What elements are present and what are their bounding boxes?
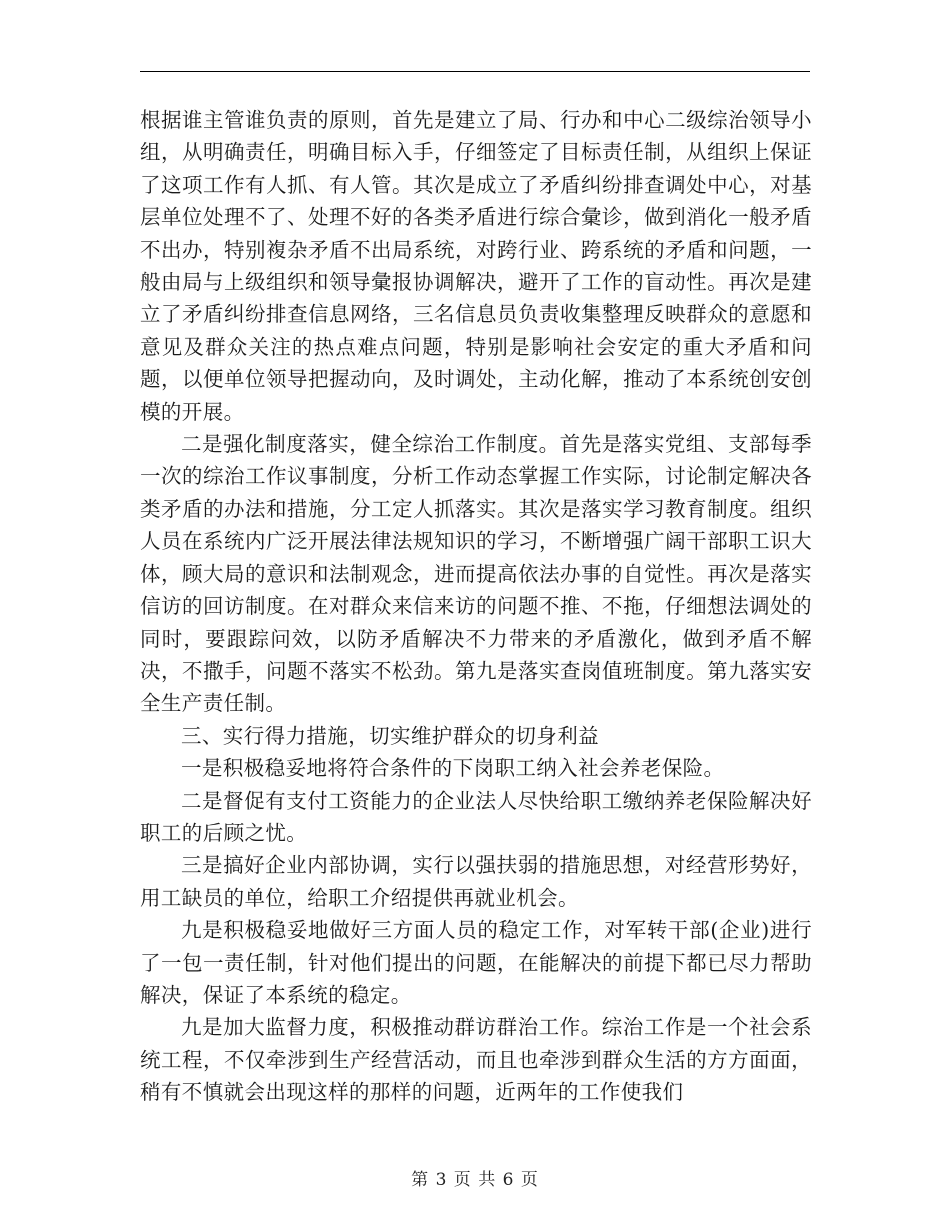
paragraph: 根据谁主管谁负责的原则，首先是建立了局、行办和中心二级综治领导小组，从明确责任，明确目标入手，仔细签定了目标责任制，从组织上保证了这项工作有人抓、有人管。其次是成立了矛盾纠纷排查调处中心，对基层单位处理不了、处理不好的各类矛盾进行综合彙诊，做到消化一般矛盾不出办，特别複杂矛盾不出局系统，对跨行业、跨系统的矛盾和问题，一般由局与上级组织和领导彙报协调解决，避开了工作的盲动性。再次是建立了矛盾纠纷排查信息网络，三名信息员负责收集整理反映群众的意愿和意见及群众关注的热点难点问题，特别是影响社会安定的重大矛盾和问题，以便单位领导把握动向，及时调处，主动化解，推动了本系统创安创模的开展。 bbox=[140, 108, 812, 424]
footer-suffix: 页 bbox=[520, 1170, 539, 1190]
paragraph: 二是督促有支付工资能力的企业法人尽快给职工缴纳养老保险解决好职工的后顾之忧。 bbox=[140, 788, 812, 845]
paragraph: 一是积极稳妥地将符合条件的下岗职工纳入社会养老保险。 bbox=[181, 756, 725, 781]
footer-prefix: 第 bbox=[411, 1170, 430, 1190]
paragraph: 二是强化制度落实，健全综治工作制度。首先是落实党组、支部每季一次的综治工作议事制度，分析工作动态掌握工作实际，讨论制定解决各类矛盾的办法和措施，分工定人抓落实。其次是落实学习教育制度。组织人员在系统内广泛开展法律法规知识的学习，不断增强广阔干部职工识大体，顾大局的意识和法制观念，进而提高依法办事的自觉性。再次是落实信访的回访制度。在对群众来信来访的问题不推、不拖，仔细想法调处的同时，要跟踪问效，以防矛盾解决不力带来的矛盾激化，做到矛盾不解决，不撒手，问题不落实不松劲。第九是落实查岗值班制度。第九落实安全生产责任制。 bbox=[140, 432, 812, 716]
document-body bbox=[140, 104, 812, 1109]
current-page-number: 3 bbox=[435, 1170, 448, 1190]
page-footer bbox=[0, 1168, 950, 1192]
footer-middle: 页 共 bbox=[453, 1170, 497, 1190]
paragraph: 九是加大监督力度，积极推动群访群治工作。综治工作是一个社会系统工程，不仅牵涉到生产经营活动，而且也牵涉到群众生活的方方面面，稍有不慎就会出现这样的那样的问题，近两年的工作使我们 bbox=[140, 1015, 812, 1105]
total-pages-number: 6 bbox=[502, 1170, 515, 1190]
header-rule bbox=[140, 71, 810, 72]
paragraph: 九是积极稳妥地做好三方面人员的稳定工作，对军转干部(企业)进行了一包一责任制，针对他们提出的问题，在能解决的前提下都已尽力帮助解决，保证了本系统的稳定。 bbox=[140, 918, 812, 1007]
paragraph: 三是搞好企业内部协调，实行以强扶弱的措施思想，对经营形势好，用工缺员的单位，给职工介绍提供再就业机会。 bbox=[140, 853, 812, 910]
section-heading: 三、实行得力措施，切实维护群众的切身利益 bbox=[181, 723, 599, 748]
